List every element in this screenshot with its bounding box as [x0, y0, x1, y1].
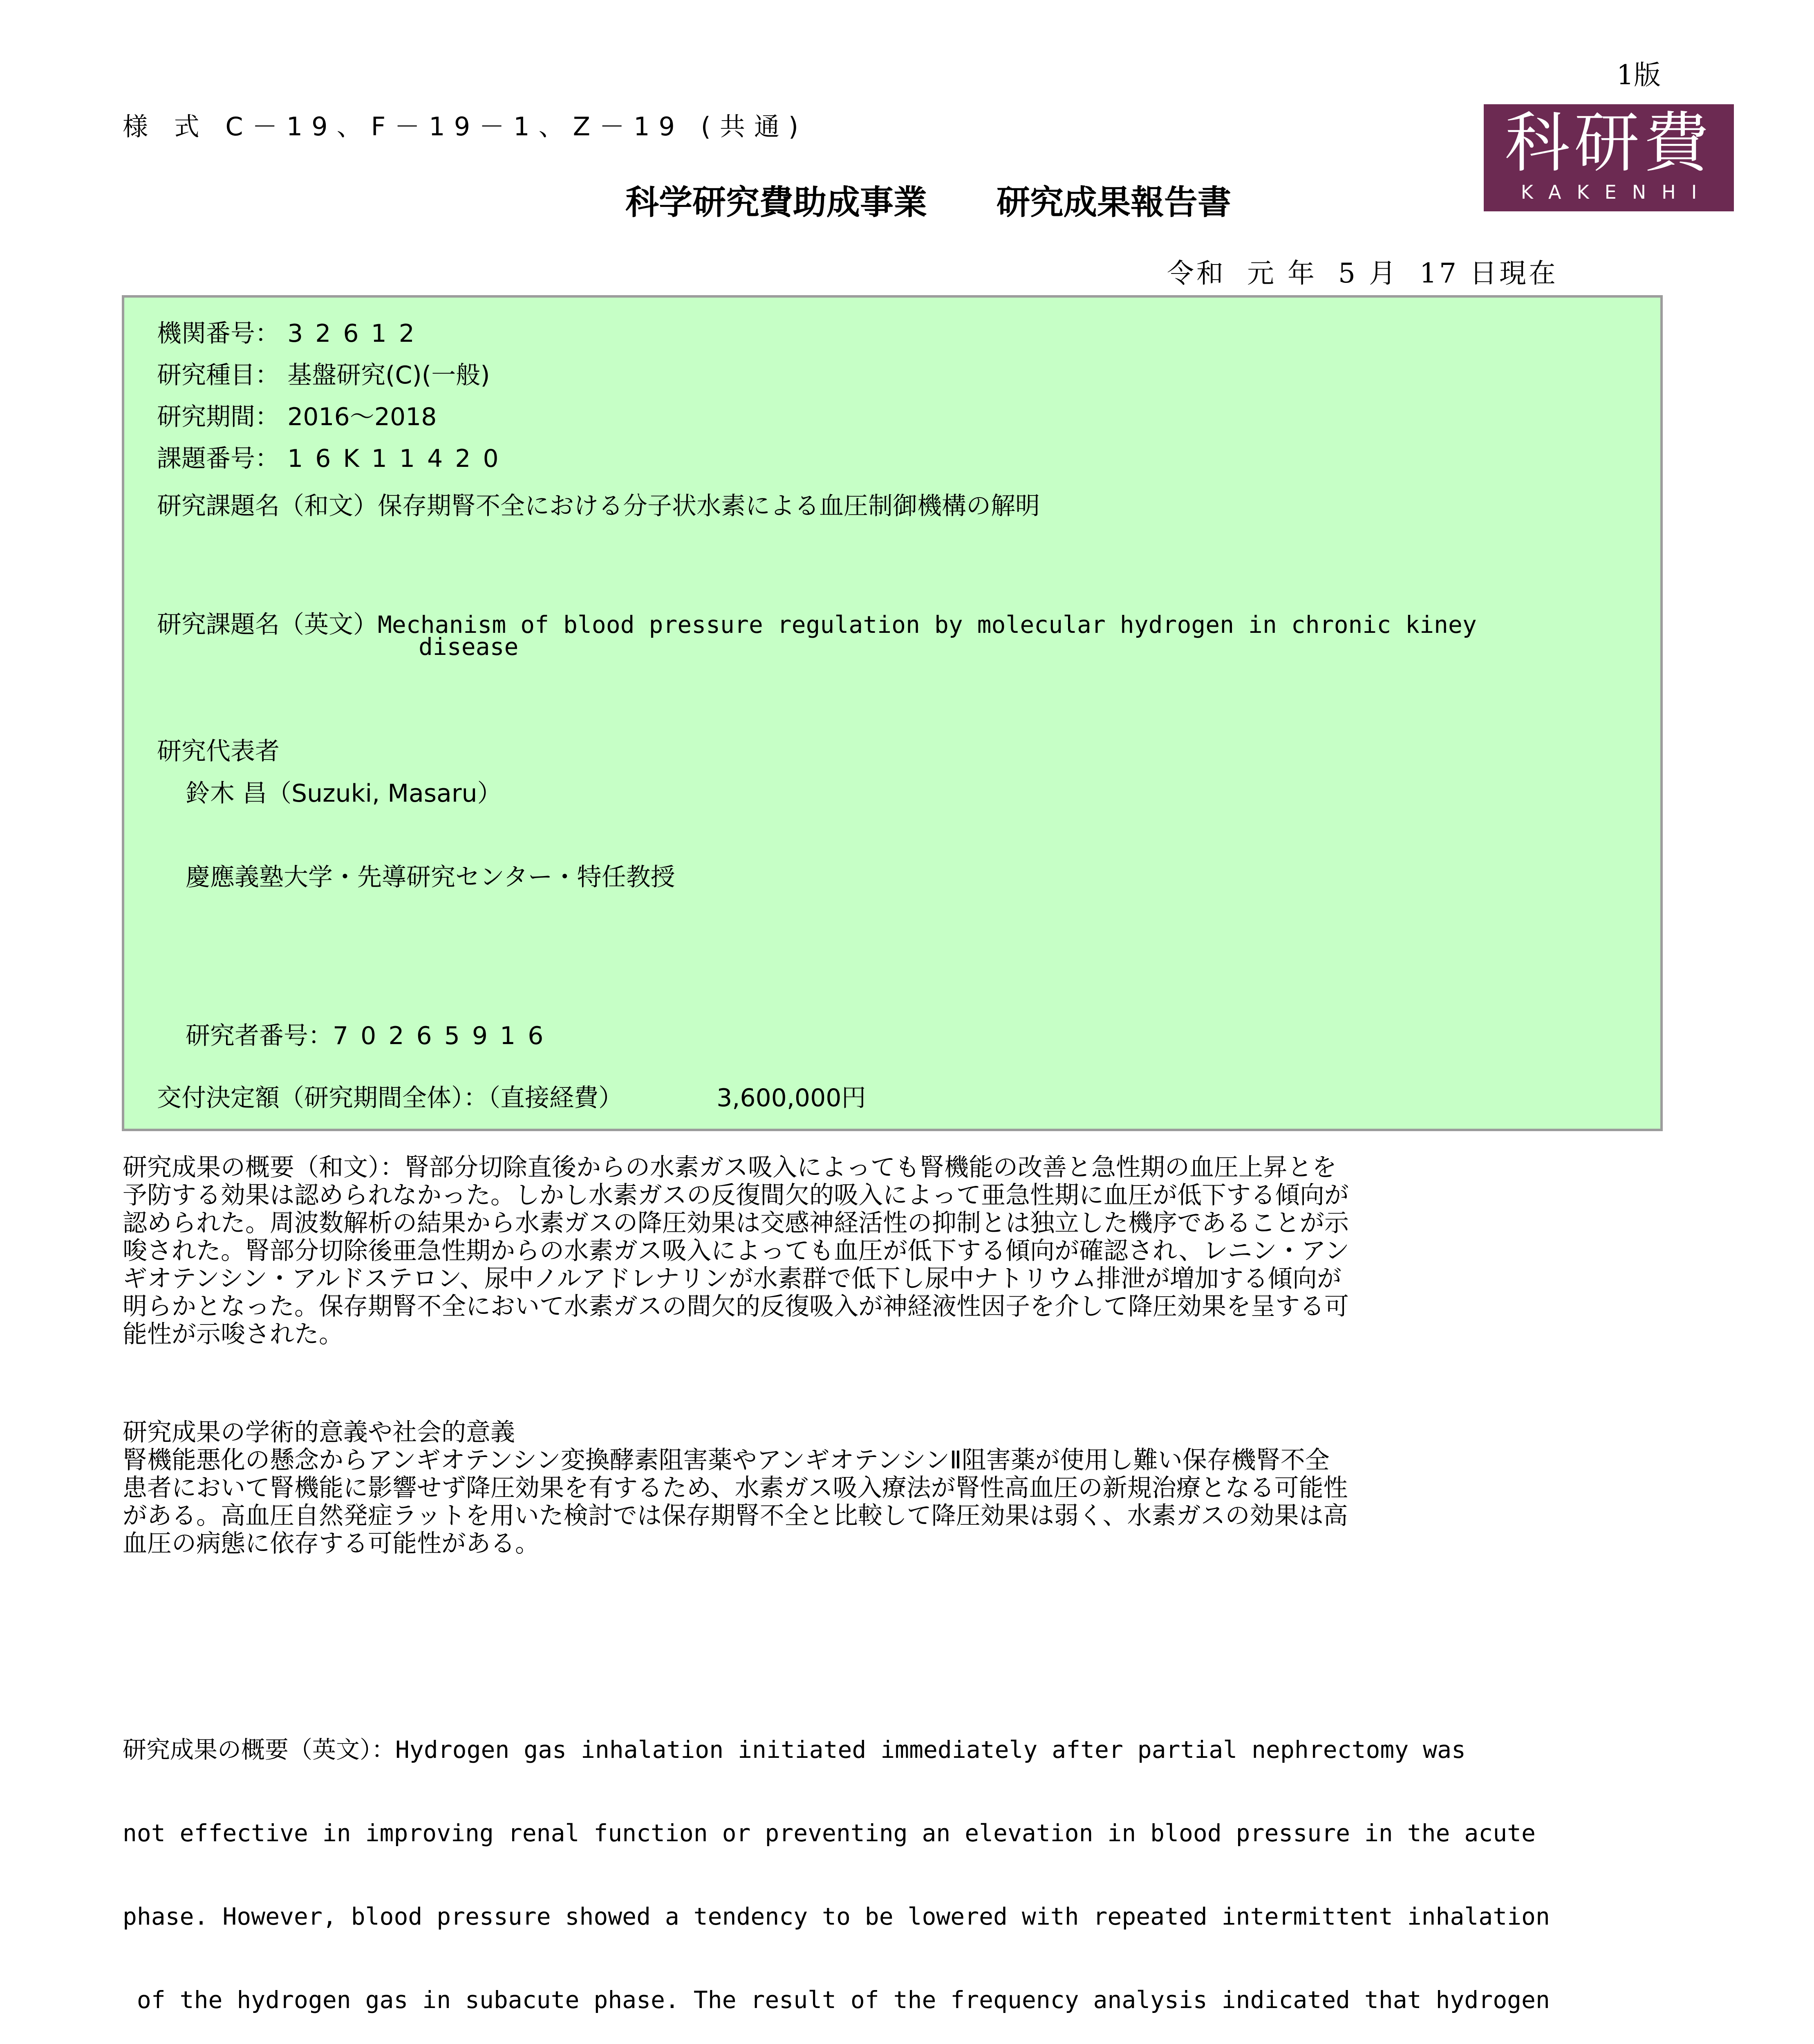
period-label: 研究期間：	[157, 403, 280, 431]
abstract-ja	[123, 1154, 1717, 1348]
title-en-line2: disease	[419, 633, 519, 661]
period-row	[157, 397, 437, 433]
title-program: 科学研究費助成事業	[625, 183, 927, 222]
institution-label: 機関番号：	[157, 319, 280, 348]
abstract-ja-line: 認められた。周波数解析の結果から水素ガスの降圧効果は交感神経活性の抑制とは独立した機序であることが示	[123, 1209, 1349, 1237]
researcher-number: 70265916	[333, 1022, 556, 1050]
title-en-label: 研究課題名（英文）	[157, 610, 378, 639]
researcher-number-label: 研究者番号：	[186, 1022, 333, 1050]
significance-line: がある。高血圧自然発症ラットを用いた検討では保存期腎不全と比較して降圧効果は弱く、水素ガスの効果は高	[123, 1502, 1348, 1530]
grant-label: 交付決定額（研究期間全体）：（直接経費）	[157, 1084, 623, 1112]
abstract-ja-line: 明らかとなった。保存期腎不全において水素ガスの間欠的反復吸入が神経液性因子を介して降圧効果を呈する可	[123, 1292, 1349, 1321]
institution-row	[157, 314, 427, 349]
abstract-en-line: phase. However, blood pressure showed a tendency to be lowered with repeated intermittent inhalation	[123, 1903, 1550, 1930]
institution-number: 32612	[287, 319, 427, 348]
abstract-en-line: 研究成果の概要（英文）：Hydrogen gas inhalation initiated immediately after partial nephrectomy was	[123, 1736, 1466, 1764]
title-report: 研究成果報告書	[997, 183, 1232, 222]
project-number: 16K11420	[287, 444, 511, 473]
title-ja-value: 保存期腎不全における分子状水素による血圧制御機構の解明	[378, 492, 1040, 520]
logo-kanji: 科研費	[1504, 105, 1713, 181]
version-label: 1版	[1617, 59, 1661, 91]
abstract-ja-line: ギオテンシン・アルドステロン、尿中ノルアドレナリンが水素群で低下し尿中ナトリウム排泄が増加する傾向が	[123, 1264, 1341, 1293]
abstract-en	[123, 1680, 1717, 2044]
significance-label: 研究成果の学術的意義や社会的意義	[123, 1418, 515, 1447]
report-date	[1167, 251, 1558, 290]
form-code: 様 式 C－19、F－19－1、Z－19 (共通)	[123, 112, 808, 141]
pi-affiliation: 慶應義塾大学・先導研究センター・特任教授	[186, 863, 675, 892]
title-ja-row	[157, 486, 1040, 522]
abstract-ja-line: 能性が示唆された。	[123, 1320, 343, 1349]
date-year: 元 年	[1247, 258, 1317, 289]
summary-box	[122, 295, 1663, 1131]
abstract-en-line: of the hydrogen gas in subacute phase. The result of the frequency analysis indicated that hydrogen	[123, 1986, 1550, 2014]
researcher-number-row	[186, 1016, 555, 1051]
title-en-row	[157, 605, 1477, 640]
abstract-ja-line: 研究成果の概要（和文）：腎部分切除直後からの水素ガス吸入によっても腎機能の改善と急性期の血圧上昇とを	[123, 1153, 1337, 1182]
significance-line: 腎機能悪化の懸念からアンギオテンシン変換酵素阻害薬やアンギオテンシンⅡ阻害薬が使用し難い保存機腎不全	[123, 1446, 1330, 1475]
category-value: 基盤研究(C)(一般)	[287, 361, 490, 390]
logo-roman: KAKENHI	[1521, 181, 1713, 203]
category-label: 研究種目：	[157, 361, 280, 390]
pi-name: 鈴木 昌（Suzuki, Masaru）	[186, 779, 502, 808]
grant-row	[157, 1078, 866, 1114]
abstract-en-line: not effective in improving renal function or preventing an elevation in blood pressure in the acute	[123, 1819, 1536, 1847]
date-era: 令和	[1167, 258, 1226, 289]
pi-label: 研究代表者	[157, 737, 280, 766]
significance	[123, 1419, 1717, 1558]
abstract-ja-line: 予防する効果は認められなかった。しかし水素ガスの反復間欠的吸入によって亜急性期に血圧が低下する傾向が	[123, 1181, 1349, 1210]
date-day: 17 日現在	[1419, 258, 1558, 289]
title-ja-label: 研究課題名（和文）	[157, 492, 378, 520]
date-month: 5 月	[1338, 258, 1398, 289]
period-value: 2016～2018	[287, 403, 437, 431]
kakenhi-logo	[1484, 104, 1734, 211]
project-row	[157, 439, 511, 474]
project-label: 課題番号：	[157, 444, 280, 473]
grant-amount: 3,600,000円	[717, 1084, 866, 1112]
title-en-line1: Mechanism of blood pressure regulation by molecular hydrogen in chronic kiney	[378, 611, 1477, 639]
significance-line: 患者において腎機能に影響せず降圧効果を有するため、水素ガス吸入療法が腎性高血圧の新規治療となる可能性	[123, 1474, 1348, 1502]
significance-line: 血圧の病態に依存する可能性がある。	[123, 1529, 540, 1558]
abstract-ja-line: 唆された。腎部分切除後亜急性期からの水素ガス吸入によっても血圧が低下する傾向が確認され、レニン・アン	[123, 1237, 1350, 1265]
page-title	[625, 176, 1231, 224]
category-row	[157, 356, 490, 391]
